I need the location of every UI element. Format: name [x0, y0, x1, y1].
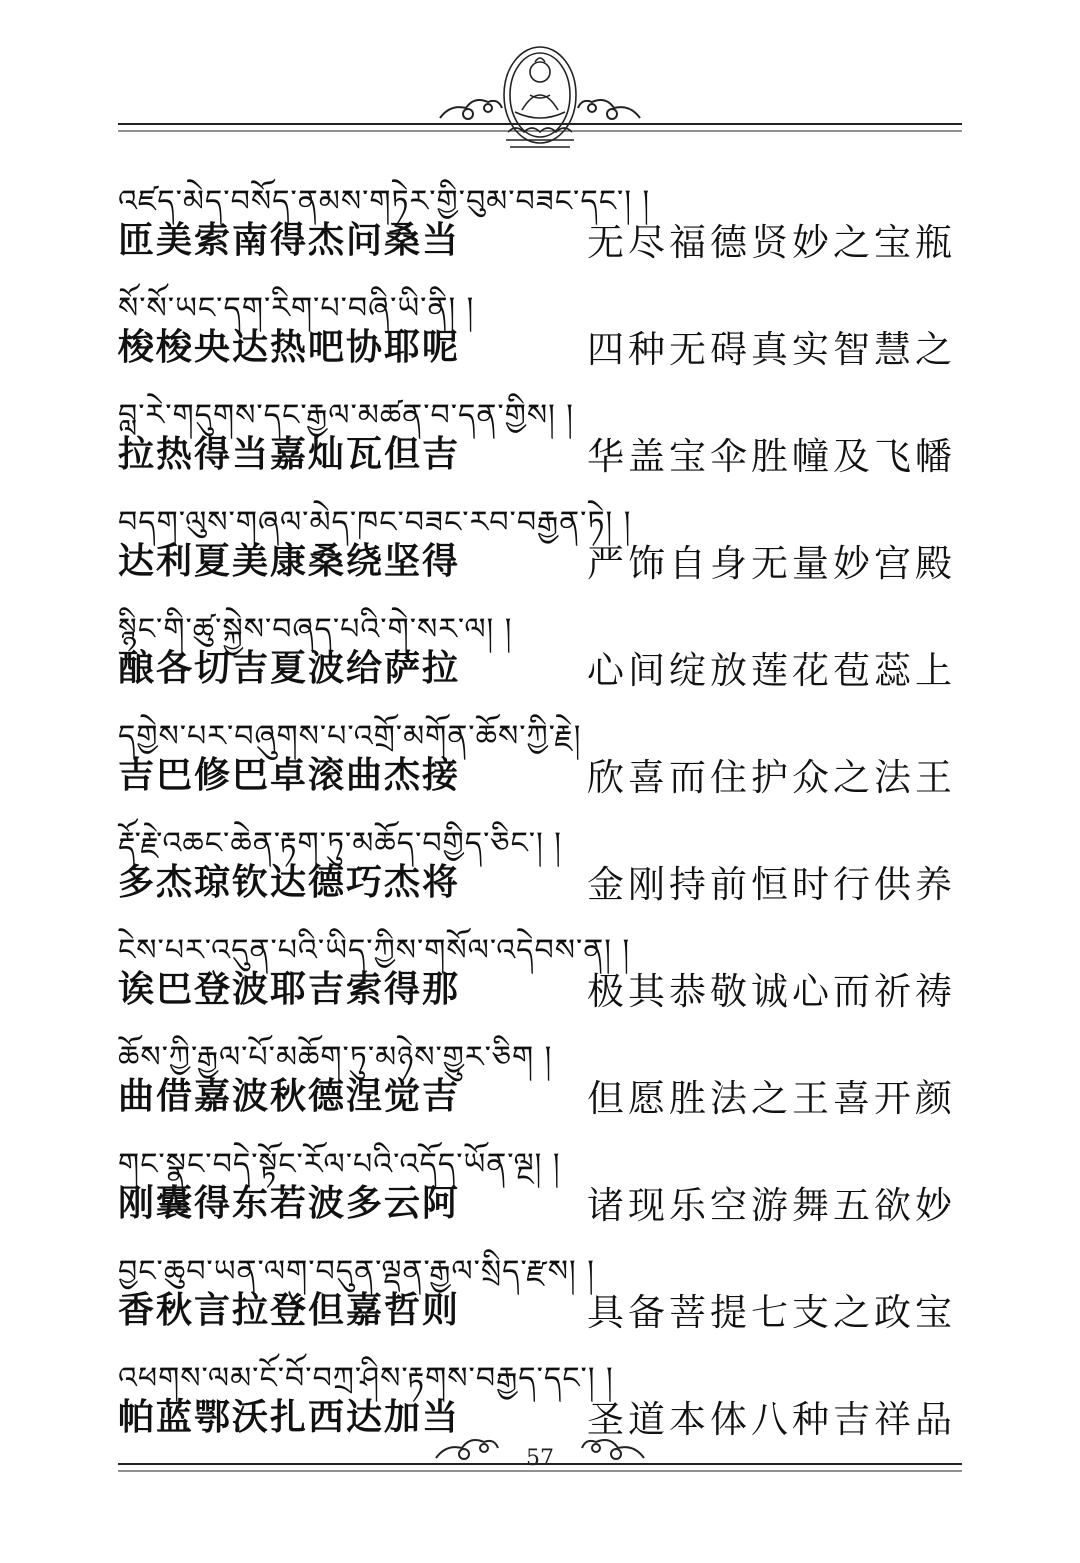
tibetan-line: སྙིང་གི་ཚུ་སྐྱེས་བཞད་པའི་གེ་སར་ལ། ། — [118, 612, 513, 647]
tibetan-line: ཆོས་ཀྱི་རྒྱལ་པོ་མཆོག་ཏུ་མཉེས་གྱུར་ཅིག ། — [118, 1040, 553, 1075]
tibetan-line: འཕགས་ལམ་ངོ་བོ་བཀྲ་ཤིས་རྟགས་བརྒྱད་དང་། ། — [118, 1361, 614, 1396]
translation-line: 极其恭敬诚心而祈祷 — [587, 970, 956, 1013]
pronunciation-line: 匝美索南得杰问桑当 — [118, 220, 461, 261]
tibetan-line: དགྱེས་པར་བཞུགས་པ་འགྲོ་མགོན་ཆོས་ཀྱི་རྗེ། — [118, 719, 582, 754]
translation-line: 圣道本体八种吉祥品 — [587, 1398, 956, 1441]
translation-line: 具备菩提七支之政宝 — [587, 1291, 956, 1334]
verse — [118, 481, 968, 588]
pronunciation-line: 香秋言拉登但嘉哲则 — [118, 1290, 461, 1331]
verse-list — [118, 160, 968, 1444]
verse — [118, 802, 968, 909]
tibetan-line: བླ་རེ་གདུགས་དང་རྒྱལ་མཚན་བ་དན་གྱིས། ། — [118, 398, 574, 433]
pronunciation-line: 刚囊得东若波多云阿 — [118, 1183, 461, 1224]
translation-line: 严饰自身无量妙宫殿 — [587, 542, 956, 585]
verse — [118, 267, 968, 374]
verse — [118, 374, 968, 481]
pronunciation-line: 帕蓝鄂沃扎西达加当 — [118, 1397, 461, 1438]
page-header — [0, 0, 1080, 160]
cloud-scroll-icon — [578, 100, 640, 119]
pronunciation-line: 酿各切吉夏波给萨拉 — [118, 648, 461, 689]
translation-line: 金刚持前恒时行供养 — [587, 863, 956, 906]
verse — [118, 1016, 968, 1123]
tibetan-line: རྡོ་རྗེ་འཆང་ཆེན་རྟག་ཏུ་མཆོད་བགྱིད་ཅིང་། ། — [118, 826, 562, 861]
header-ornament — [0, 0, 1080, 160]
pronunciation-line: 诶巴登波耶吉索得那 — [118, 969, 461, 1010]
translation-line: 但愿胜法之王喜开颜 — [587, 1077, 956, 1120]
pronunciation-line: 拉热得当嘉灿瓦但吉 — [118, 434, 461, 475]
page-number: 57 — [526, 1446, 554, 1471]
tibetan-line: བདག་ལུས་གཞལ་མེད་ཁང་བཟང་རབ་བརྒྱན་ཏེ། ། — [118, 505, 632, 540]
pronunciation-line: 多杰琼钦达德巧杰将 — [118, 862, 461, 903]
verse — [118, 909, 968, 1016]
translation-line: 华盖宝伞胜幢及飞幡 — [587, 435, 956, 478]
tibetan-line: ངེས་པར་འདུན་པའི་ཡིད་ཀྱིས་གསོལ་འདེབས་ན། ། — [118, 933, 631, 968]
pronunciation-line: 吉巴修巴卓滚曲杰接 — [118, 755, 461, 796]
verse — [118, 160, 968, 267]
verse — [118, 1123, 968, 1230]
translation-line: 无尽福德贤妙之宝瓶 — [587, 221, 956, 264]
buddha-icon — [504, 47, 576, 147]
translation-line: 欣喜而住护众之法王 — [587, 756, 956, 799]
tibetan-line: འཛད་མེད་བསོད་ནམས་གཏེར་གྱི་བུམ་བཟང་དང་། ། — [118, 184, 651, 219]
pronunciation-line: 梭梭央达热吧协耶呢 — [118, 327, 461, 368]
verse — [118, 1230, 968, 1337]
translation-line: 四种无碍真实智慧之 — [587, 328, 956, 371]
pronunciation-line: 曲借嘉波秋德涅觉吉 — [118, 1076, 461, 1117]
tibetan-line: གང་སྣང་བདེ་སྟོང་རོལ་པའི་འདོད་ཡོན་ལྔ། ། — [118, 1147, 561, 1182]
tibetan-line: སོ་སོ་ཡང་དག་རིག་པ་བཞི་ཡི་ནི། ། — [118, 291, 475, 326]
pronunciation-line: 达利夏美康桑绕坚得 — [118, 541, 461, 582]
page-footer — [0, 1420, 1080, 1520]
translation-line: 心间绽放莲花苞蕊上 — [587, 649, 956, 692]
verse — [118, 695, 968, 802]
cloud-scroll-icon — [440, 100, 502, 119]
translation-line: 诸现乐空游舞五欲妙 — [587, 1184, 956, 1227]
tibetan-line: བྱང་ཆུབ་ཡན་ལག་བདུན་ལྡན་རྒྱལ་སྲིད་རྫས། ། — [118, 1254, 595, 1289]
verse — [118, 588, 968, 695]
